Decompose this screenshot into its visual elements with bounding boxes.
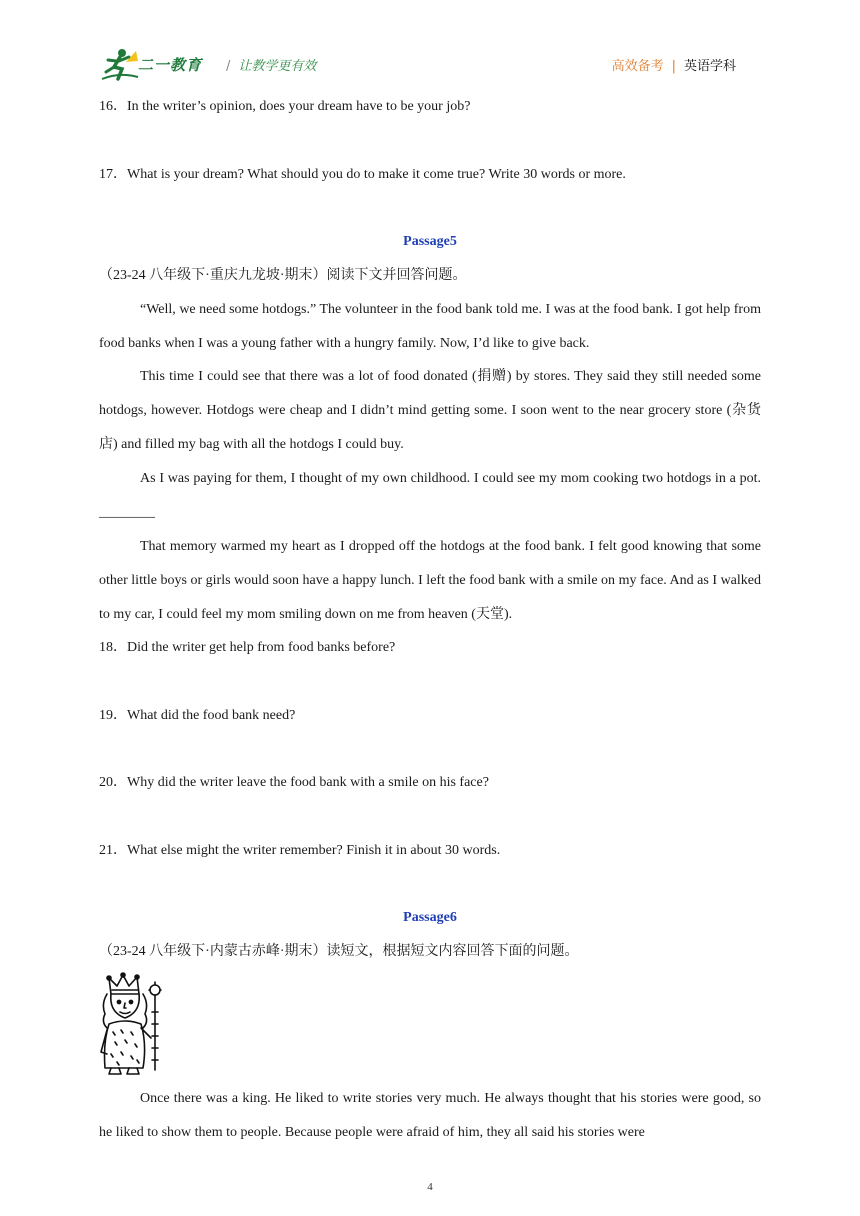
question-17: 17．What is your dream? What should you do to make it come true? Write 30 words or more. <box>99 167 626 182</box>
passage6-paragraph-1: Once there was a king. He liked to write stories very much. He always thought that his stories were good, so he liked to show them to people. Because people were afraid of him, they all said his stories were <box>99 1091 761 1140</box>
passage5-paragraph-3: As I was paying for them, I thought of my own childhood. I could see my mom cooking two hotdogs in a pot. ________ <box>99 471 761 520</box>
question-21: 21．What else might the writer remember? Finish it in about 30 words. <box>99 843 501 858</box>
brand-logo <box>100 48 212 82</box>
passage5-paragraph-2: This time I could see that there was a lot of food donated (捐赠) by stores. They said they still needed some hotdogs, however. Hotdogs were cheap and I didn’t mind getting some. I soon went to the near grocery store (杂货店) and filled my bag with all the hotdogs I could buy. <box>99 369 761 452</box>
logo-text: 二一教育 <box>138 56 203 74</box>
question-19: 19．What did the food bank need? <box>99 708 296 723</box>
question-18: 18．Did the writer get help from food banks before? <box>99 640 396 655</box>
header-tags <box>612 55 736 74</box>
header-slogan <box>226 55 316 74</box>
slash-divider: / <box>226 59 231 74</box>
passage5-paragraph-1: “Well, we need some hotdogs.” The volunteer in the food bank told me. I was at the food bank. I got help from food banks when I was a young father with a hungry family. Now, I’d like to give back. <box>99 302 761 351</box>
passage5-title: Passage5 <box>403 234 457 249</box>
passage6-source: （23-24 八年级下·内蒙古赤峰·期末）读短文，根据短文内容回答下面的问题。 <box>99 944 579 959</box>
passage5-source: （23-24 八年级下·重庆九龙坡·期末）阅读下文并回答问题。 <box>99 268 467 283</box>
passage6-title: Passage6 <box>403 910 457 925</box>
slogan-text: 让教学更有效 <box>238 59 317 74</box>
question-16: 16．In the writer’s opinion, does your dream have to be your job? <box>99 99 471 114</box>
exam-prep-tag: 高效备考 <box>611 59 664 74</box>
page-header <box>100 48 760 82</box>
runner-logo-icon <box>100 48 140 82</box>
page-number: 4 <box>427 1181 433 1193</box>
question-20: 20．Why did the writer leave the food bank with a smile on his face? <box>99 775 489 790</box>
passage5-paragraph-4: That memory warmed my heart as I dropped off the hotdogs at the food bank. I felt good knowing that some other little boys or girls would soon have a happy lunch. I left the food bank with a smile on my face. And as I walked to my car, I could feel my mom smiling down on me from heaven (天堂). <box>99 539 761 622</box>
tag-divider: | <box>671 59 676 74</box>
subject-tag: 英语学科 <box>683 59 736 74</box>
king-illustration <box>97 972 169 1076</box>
